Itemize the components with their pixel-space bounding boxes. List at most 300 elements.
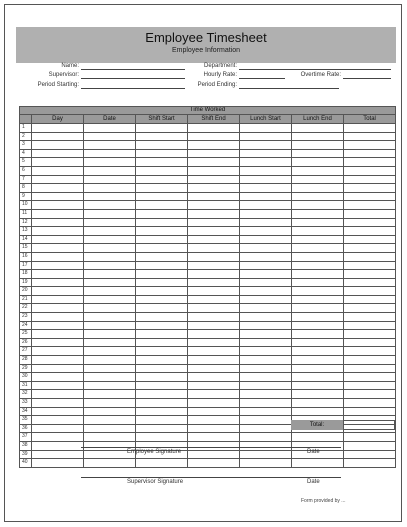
cell-lunch-start[interactable] bbox=[240, 304, 292, 313]
cell-lunch-end[interactable] bbox=[292, 132, 344, 141]
cell-shift-end[interactable] bbox=[188, 261, 240, 270]
cell-lunch-start[interactable] bbox=[240, 390, 292, 399]
cell-day[interactable] bbox=[32, 295, 84, 304]
cell-lunch-start[interactable] bbox=[240, 338, 292, 347]
cell-total[interactable] bbox=[344, 450, 396, 459]
cell-date[interactable] bbox=[84, 287, 136, 296]
cell-lunch-start[interactable] bbox=[240, 227, 292, 236]
cell-lunch-end[interactable] bbox=[292, 149, 344, 158]
cell-shift-start[interactable] bbox=[136, 235, 188, 244]
cell-total[interactable] bbox=[344, 201, 396, 210]
cell-total[interactable] bbox=[344, 364, 396, 373]
cell-date[interactable] bbox=[84, 218, 136, 227]
cell-total[interactable] bbox=[344, 270, 396, 279]
cell-total[interactable] bbox=[344, 235, 396, 244]
cell-date[interactable] bbox=[84, 304, 136, 313]
cell-date[interactable] bbox=[84, 227, 136, 236]
cell-shift-start[interactable] bbox=[136, 227, 188, 236]
table-row bbox=[20, 149, 396, 158]
cell-lunch-end[interactable] bbox=[292, 356, 344, 365]
cell-day[interactable] bbox=[32, 321, 84, 330]
cell-lunch-start[interactable] bbox=[240, 124, 292, 133]
cell-total[interactable] bbox=[344, 330, 396, 339]
cell-day[interactable] bbox=[32, 149, 84, 158]
cell-date[interactable] bbox=[84, 373, 136, 382]
cell-day[interactable] bbox=[32, 209, 84, 218]
cell-shift-end[interactable] bbox=[188, 235, 240, 244]
cell-shift-start[interactable] bbox=[136, 381, 188, 390]
cell-total[interactable] bbox=[344, 347, 396, 356]
cell-lunch-start[interactable] bbox=[240, 373, 292, 382]
cell-shift-end[interactable] bbox=[188, 278, 240, 287]
cell-day[interactable] bbox=[32, 218, 84, 227]
cell-date[interactable] bbox=[84, 313, 136, 322]
cell-total[interactable] bbox=[344, 209, 396, 218]
cell-shift-end[interactable] bbox=[188, 295, 240, 304]
cell-shift-end[interactable] bbox=[188, 244, 240, 253]
cell-shift-start[interactable] bbox=[136, 433, 188, 442]
cell-total[interactable] bbox=[344, 399, 396, 408]
cell-lunch-end[interactable] bbox=[292, 321, 344, 330]
cell-shift-start[interactable] bbox=[136, 338, 188, 347]
cell-lunch-end[interactable] bbox=[292, 399, 344, 408]
cell-day[interactable] bbox=[32, 399, 84, 408]
cell-day[interactable] bbox=[32, 244, 84, 253]
cell-lunch-end[interactable] bbox=[292, 373, 344, 382]
cell-day[interactable] bbox=[32, 166, 84, 175]
cell-shift-start[interactable] bbox=[136, 424, 188, 433]
cell-lunch-end[interactable] bbox=[292, 218, 344, 227]
cell-day[interactable] bbox=[32, 132, 84, 141]
cell-total[interactable] bbox=[344, 218, 396, 227]
cell-shift-start[interactable] bbox=[136, 330, 188, 339]
cell-day[interactable] bbox=[32, 330, 84, 339]
cell-lunch-end[interactable] bbox=[292, 313, 344, 322]
cell-total[interactable] bbox=[344, 132, 396, 141]
row-number: 14 bbox=[20, 235, 32, 244]
cell-date[interactable] bbox=[84, 184, 136, 193]
cell-lunch-end[interactable] bbox=[292, 287, 344, 296]
cell-lunch-end[interactable] bbox=[292, 338, 344, 347]
cell-date[interactable] bbox=[84, 407, 136, 416]
cell-day[interactable] bbox=[32, 192, 84, 201]
cell-shift-end[interactable] bbox=[188, 124, 240, 133]
cell-date[interactable] bbox=[84, 141, 136, 150]
cell-lunch-end[interactable] bbox=[292, 330, 344, 339]
cell-date[interactable] bbox=[84, 330, 136, 339]
cell-day[interactable] bbox=[32, 338, 84, 347]
period-starting-label-wrap bbox=[5, 82, 79, 90]
cell-total[interactable] bbox=[344, 166, 396, 175]
cell-shift-end[interactable] bbox=[188, 270, 240, 279]
cell-shift-end[interactable] bbox=[188, 166, 240, 175]
cell-lunch-start[interactable] bbox=[240, 295, 292, 304]
cell-shift-end[interactable] bbox=[188, 252, 240, 261]
cell-day[interactable] bbox=[32, 175, 84, 184]
cell-shift-end[interactable] bbox=[188, 227, 240, 236]
cell-date[interactable] bbox=[84, 158, 136, 167]
cell-total[interactable] bbox=[344, 373, 396, 382]
cell-lunch-end[interactable] bbox=[292, 244, 344, 253]
cell-shift-end[interactable] bbox=[188, 390, 240, 399]
row-number: 40 bbox=[20, 459, 32, 468]
cell-shift-end[interactable] bbox=[188, 450, 240, 459]
cell-shift-start[interactable] bbox=[136, 201, 188, 210]
cell-shift-start[interactable] bbox=[136, 175, 188, 184]
cell-lunch-start[interactable] bbox=[240, 261, 292, 270]
cell-lunch-start[interactable] bbox=[240, 450, 292, 459]
cell-total[interactable] bbox=[344, 124, 396, 133]
cell-total[interactable] bbox=[344, 175, 396, 184]
cell-lunch-start[interactable] bbox=[240, 244, 292, 253]
cell-lunch-end[interactable] bbox=[292, 252, 344, 261]
cell-date[interactable] bbox=[84, 166, 136, 175]
table-row bbox=[20, 158, 396, 167]
cell-day[interactable] bbox=[32, 416, 84, 425]
cell-lunch-start[interactable] bbox=[240, 235, 292, 244]
cell-date[interactable] bbox=[84, 209, 136, 218]
cell-shift-end[interactable] bbox=[188, 441, 240, 450]
cell-date[interactable] bbox=[84, 132, 136, 141]
cell-total[interactable] bbox=[344, 227, 396, 236]
cell-lunch-start[interactable] bbox=[240, 132, 292, 141]
cell-shift-end[interactable] bbox=[188, 459, 240, 468]
cell-date[interactable] bbox=[84, 338, 136, 347]
cell-shift-end[interactable] bbox=[188, 201, 240, 210]
cell-shift-end[interactable] bbox=[188, 132, 240, 141]
cell-total[interactable] bbox=[344, 295, 396, 304]
cell-day[interactable] bbox=[32, 287, 84, 296]
cell-shift-start[interactable] bbox=[136, 184, 188, 193]
cell-lunch-start[interactable] bbox=[240, 175, 292, 184]
cell-total[interactable] bbox=[344, 304, 396, 313]
cell-lunch-end[interactable] bbox=[292, 227, 344, 236]
cell-day[interactable] bbox=[32, 424, 84, 433]
cell-date[interactable] bbox=[84, 244, 136, 253]
supervisor-label: Supervisor: bbox=[48, 72, 79, 78]
cell-shift-start[interactable] bbox=[136, 141, 188, 150]
cell-date[interactable] bbox=[84, 347, 136, 356]
cell-total[interactable] bbox=[344, 141, 396, 150]
cell-shift-end[interactable] bbox=[188, 338, 240, 347]
employee-signature-line[interactable] bbox=[81, 447, 341, 448]
department-field[interactable] bbox=[239, 69, 391, 70]
cell-day[interactable] bbox=[32, 390, 84, 399]
cell-shift-end[interactable] bbox=[188, 424, 240, 433]
cell-shift-end[interactable] bbox=[188, 149, 240, 158]
cell-shift-start[interactable] bbox=[136, 321, 188, 330]
cell-lunch-end[interactable] bbox=[292, 124, 344, 133]
cell-day[interactable] bbox=[32, 373, 84, 382]
cell-shift-start[interactable] bbox=[136, 244, 188, 253]
cell-lunch-end[interactable] bbox=[292, 390, 344, 399]
cell-lunch-start[interactable] bbox=[240, 321, 292, 330]
overtime-rate-field[interactable] bbox=[343, 78, 391, 79]
cell-total[interactable] bbox=[344, 381, 396, 390]
cell-date[interactable] bbox=[84, 295, 136, 304]
cell-lunch-end[interactable] bbox=[292, 295, 344, 304]
cell-shift-start[interactable] bbox=[136, 459, 188, 468]
cell-lunch-start[interactable] bbox=[240, 407, 292, 416]
cell-lunch-start[interactable] bbox=[240, 270, 292, 279]
cell-shift-end[interactable] bbox=[188, 209, 240, 218]
cell-lunch-start[interactable] bbox=[240, 356, 292, 365]
period-starting-field[interactable] bbox=[81, 88, 185, 89]
cell-lunch-start[interactable] bbox=[240, 166, 292, 175]
cell-date[interactable] bbox=[84, 278, 136, 287]
row-number: 29 bbox=[20, 364, 32, 373]
cell-shift-end[interactable] bbox=[188, 304, 240, 313]
cell-lunch-start[interactable] bbox=[240, 313, 292, 322]
period-ending-field[interactable] bbox=[239, 88, 339, 89]
cell-shift-start[interactable] bbox=[136, 278, 188, 287]
cell-lunch-end[interactable] bbox=[292, 192, 344, 201]
cell-lunch-end[interactable] bbox=[292, 304, 344, 313]
cell-shift-end[interactable] bbox=[188, 356, 240, 365]
cell-lunch-start[interactable] bbox=[240, 278, 292, 287]
cell-lunch-start[interactable] bbox=[240, 149, 292, 158]
grand-total-cell[interactable] bbox=[343, 420, 395, 430]
cell-lunch-start[interactable] bbox=[240, 416, 292, 425]
cell-total[interactable] bbox=[344, 158, 396, 167]
cell-total[interactable] bbox=[344, 433, 396, 442]
cell-shift-start[interactable] bbox=[136, 252, 188, 261]
cell-date[interactable] bbox=[84, 390, 136, 399]
cell-shift-start[interactable] bbox=[136, 313, 188, 322]
cell-lunch-end[interactable] bbox=[292, 459, 344, 468]
cell-day[interactable] bbox=[32, 304, 84, 313]
cell-shift-start[interactable] bbox=[136, 287, 188, 296]
cell-day[interactable] bbox=[32, 364, 84, 373]
cell-date[interactable] bbox=[84, 124, 136, 133]
cell-shift-end[interactable] bbox=[188, 364, 240, 373]
cell-lunch-end[interactable] bbox=[292, 158, 344, 167]
row-number: 35 bbox=[20, 416, 32, 425]
cell-shift-start[interactable] bbox=[136, 399, 188, 408]
cell-shift-start[interactable] bbox=[136, 304, 188, 313]
cell-shift-start[interactable] bbox=[136, 209, 188, 218]
cell-shift-start[interactable] bbox=[136, 295, 188, 304]
cell-date[interactable] bbox=[84, 252, 136, 261]
cell-date[interactable] bbox=[84, 270, 136, 279]
cell-total[interactable] bbox=[344, 278, 396, 287]
cell-shift-end[interactable] bbox=[188, 218, 240, 227]
cell-day[interactable] bbox=[32, 441, 84, 450]
supervisor-field[interactable] bbox=[81, 78, 185, 79]
cell-lunch-start[interactable] bbox=[240, 441, 292, 450]
cell-date[interactable] bbox=[84, 381, 136, 390]
table-row bbox=[20, 450, 396, 459]
cell-lunch-start[interactable] bbox=[240, 364, 292, 373]
cell-shift-start[interactable] bbox=[136, 124, 188, 133]
cell-shift-start[interactable] bbox=[136, 192, 188, 201]
cell-date[interactable] bbox=[84, 192, 136, 201]
period-ending-label: Period Ending: bbox=[197, 82, 237, 88]
cell-shift-end[interactable] bbox=[188, 407, 240, 416]
cell-day[interactable] bbox=[32, 235, 84, 244]
cell-lunch-start[interactable] bbox=[240, 252, 292, 261]
cell-total[interactable] bbox=[344, 252, 396, 261]
cell-shift-end[interactable] bbox=[188, 347, 240, 356]
cell-date[interactable] bbox=[84, 424, 136, 433]
cell-shift-start[interactable] bbox=[136, 132, 188, 141]
row-number: 17 bbox=[20, 261, 32, 270]
cell-lunch-end[interactable] bbox=[292, 381, 344, 390]
cell-lunch-end[interactable] bbox=[292, 209, 344, 218]
cell-shift-end[interactable] bbox=[188, 373, 240, 382]
cell-lunch-end[interactable] bbox=[292, 141, 344, 150]
cell-shift-end[interactable] bbox=[188, 175, 240, 184]
cell-day[interactable] bbox=[32, 356, 84, 365]
cell-lunch-start[interactable] bbox=[240, 424, 292, 433]
cell-shift-start[interactable] bbox=[136, 261, 188, 270]
cell-shift-start[interactable] bbox=[136, 407, 188, 416]
cell-total[interactable] bbox=[344, 261, 396, 270]
cell-lunch-end[interactable] bbox=[292, 364, 344, 373]
cell-shift-start[interactable] bbox=[136, 373, 188, 382]
cell-day[interactable] bbox=[32, 252, 84, 261]
cell-day[interactable] bbox=[32, 433, 84, 442]
column-header-day: Day bbox=[32, 115, 84, 124]
hourly-rate-field[interactable] bbox=[239, 78, 285, 79]
cell-shift-end[interactable] bbox=[188, 184, 240, 193]
cell-lunch-start[interactable] bbox=[240, 347, 292, 356]
cell-day[interactable] bbox=[32, 201, 84, 210]
column-header-date: Date bbox=[84, 115, 136, 124]
cell-date[interactable] bbox=[84, 416, 136, 425]
cell-date[interactable] bbox=[84, 235, 136, 244]
cell-shift-start[interactable] bbox=[136, 270, 188, 279]
cell-lunch-start[interactable] bbox=[240, 381, 292, 390]
cell-shift-start[interactable] bbox=[136, 416, 188, 425]
cell-total[interactable] bbox=[344, 338, 396, 347]
hourly-rate-label: Hourly Rate: bbox=[203, 72, 237, 78]
cell-shift-start[interactable] bbox=[136, 149, 188, 158]
cell-shift-end[interactable] bbox=[188, 141, 240, 150]
cell-shift-start[interactable] bbox=[136, 390, 188, 399]
cell-lunch-end[interactable] bbox=[292, 166, 344, 175]
cell-date[interactable] bbox=[84, 356, 136, 365]
cell-lunch-start[interactable] bbox=[240, 141, 292, 150]
cell-lunch-end[interactable] bbox=[292, 175, 344, 184]
cell-lunch-end[interactable] bbox=[292, 184, 344, 193]
row-number: 9 bbox=[20, 192, 32, 201]
cell-day[interactable] bbox=[32, 184, 84, 193]
cell-total[interactable] bbox=[344, 321, 396, 330]
cell-day[interactable] bbox=[32, 347, 84, 356]
cell-total[interactable] bbox=[344, 441, 396, 450]
cell-shift-end[interactable] bbox=[188, 330, 240, 339]
table-row bbox=[20, 218, 396, 227]
cell-shift-start[interactable] bbox=[136, 218, 188, 227]
cell-shift-end[interactable] bbox=[188, 416, 240, 425]
cell-day[interactable] bbox=[32, 158, 84, 167]
cell-day[interactable] bbox=[32, 313, 84, 322]
cell-shift-start[interactable] bbox=[136, 364, 188, 373]
cell-shift-end[interactable] bbox=[188, 192, 240, 201]
cell-day[interactable] bbox=[32, 124, 84, 133]
cell-shift-end[interactable] bbox=[188, 399, 240, 408]
cell-shift-end[interactable] bbox=[188, 381, 240, 390]
cell-shift-start[interactable] bbox=[136, 158, 188, 167]
cell-total[interactable] bbox=[344, 356, 396, 365]
cell-day[interactable] bbox=[32, 270, 84, 279]
table-row bbox=[20, 192, 396, 201]
table-row bbox=[20, 313, 396, 322]
cell-lunch-start[interactable] bbox=[240, 201, 292, 210]
cell-total[interactable] bbox=[344, 149, 396, 158]
cell-lunch-start[interactable] bbox=[240, 287, 292, 296]
cell-total[interactable] bbox=[344, 390, 396, 399]
cell-shift-start[interactable] bbox=[136, 356, 188, 365]
cell-lunch-end[interactable] bbox=[292, 270, 344, 279]
cell-date[interactable] bbox=[84, 364, 136, 373]
cell-lunch-start[interactable] bbox=[240, 330, 292, 339]
cell-shift-start[interactable] bbox=[136, 166, 188, 175]
cell-total[interactable] bbox=[344, 244, 396, 253]
cell-day[interactable] bbox=[32, 459, 84, 468]
cell-lunch-end[interactable] bbox=[292, 347, 344, 356]
cell-total[interactable] bbox=[344, 184, 396, 193]
supervisor-signature-line[interactable] bbox=[81, 477, 341, 478]
cell-lunch-end[interactable] bbox=[292, 433, 344, 442]
cell-date[interactable] bbox=[84, 261, 136, 270]
cell-day[interactable] bbox=[32, 407, 84, 416]
cell-shift-end[interactable] bbox=[188, 313, 240, 322]
cell-lunch-start[interactable] bbox=[240, 399, 292, 408]
period-starting-label: Period Starting: bbox=[37, 82, 79, 88]
cell-total[interactable] bbox=[344, 192, 396, 201]
cell-lunch-start[interactable] bbox=[240, 433, 292, 442]
cell-day[interactable] bbox=[32, 261, 84, 270]
cell-date[interactable] bbox=[84, 175, 136, 184]
cell-lunch-end[interactable] bbox=[292, 235, 344, 244]
cell-shift-end[interactable] bbox=[188, 321, 240, 330]
cell-date[interactable] bbox=[84, 433, 136, 442]
cell-date[interactable] bbox=[84, 321, 136, 330]
cell-lunch-start[interactable] bbox=[240, 459, 292, 468]
cell-day[interactable] bbox=[32, 381, 84, 390]
cell-shift-start[interactable] bbox=[136, 347, 188, 356]
cell-day[interactable] bbox=[32, 141, 84, 150]
cell-day[interactable] bbox=[32, 278, 84, 287]
cell-lunch-end[interactable] bbox=[292, 278, 344, 287]
cell-shift-end[interactable] bbox=[188, 158, 240, 167]
cell-lunch-end[interactable] bbox=[292, 407, 344, 416]
table-row bbox=[20, 347, 396, 356]
name-field[interactable] bbox=[81, 69, 185, 70]
cell-shift-end[interactable] bbox=[188, 287, 240, 296]
cell-lunch-end[interactable] bbox=[292, 201, 344, 210]
cell-total[interactable] bbox=[344, 407, 396, 416]
cell-lunch-start[interactable] bbox=[240, 218, 292, 227]
cell-lunch-start[interactable] bbox=[240, 209, 292, 218]
cell-date[interactable] bbox=[84, 149, 136, 158]
cell-total[interactable] bbox=[344, 459, 396, 468]
cell-day[interactable] bbox=[32, 450, 84, 459]
cell-shift-end[interactable] bbox=[188, 433, 240, 442]
cell-lunch-start[interactable] bbox=[240, 158, 292, 167]
cell-lunch-start[interactable] bbox=[240, 184, 292, 193]
cell-date[interactable] bbox=[84, 399, 136, 408]
cell-total[interactable] bbox=[344, 287, 396, 296]
cell-date[interactable] bbox=[84, 201, 136, 210]
cell-day[interactable] bbox=[32, 227, 84, 236]
cell-lunch-start[interactable] bbox=[240, 192, 292, 201]
cell-total[interactable] bbox=[344, 313, 396, 322]
cell-date[interactable] bbox=[84, 459, 136, 468]
cell-lunch-end[interactable] bbox=[292, 261, 344, 270]
